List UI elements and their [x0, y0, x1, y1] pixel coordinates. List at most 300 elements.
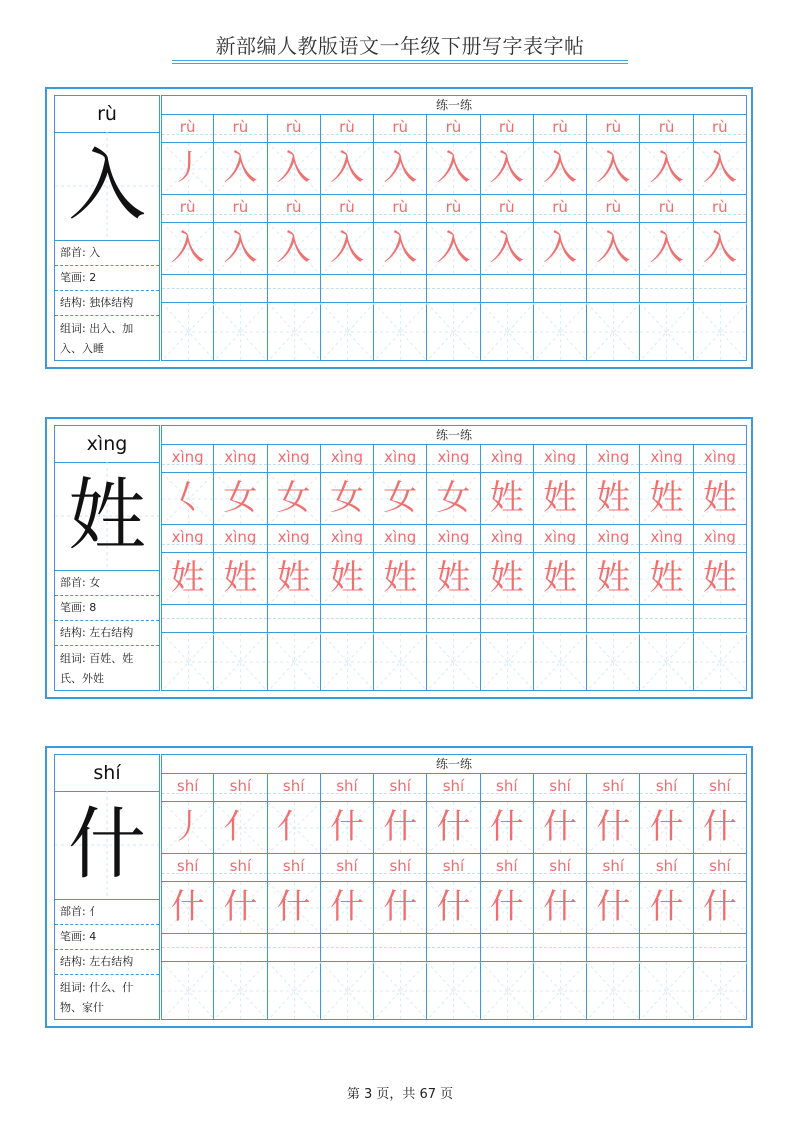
trace-char-cell	[321, 802, 374, 854]
mi-grid-guide	[214, 962, 267, 1020]
title-rule-bottom	[172, 63, 628, 64]
blank-writing-cell	[214, 962, 267, 1020]
trace-character: 女	[276, 478, 311, 518]
blank-writing-cell	[321, 633, 374, 691]
trace-char-cell	[268, 802, 321, 854]
pinyin-cell: xìng	[321, 525, 374, 553]
blank-writing-cell	[214, 633, 267, 691]
pinyin-cell: rù	[374, 115, 427, 143]
pinyin-cell: xìng	[587, 445, 640, 473]
pinyin-guide-line	[214, 464, 266, 465]
blank-writing-cell	[268, 633, 321, 691]
trace-char-cell	[321, 223, 374, 275]
pinyin-guide-line	[587, 214, 639, 215]
pinyin-guide-line	[321, 214, 373, 215]
trace-char-cell	[427, 473, 480, 525]
trace-character: 入	[702, 148, 737, 188]
blank-pinyin-cell	[427, 934, 480, 962]
blank-pinyin-cell	[694, 934, 747, 962]
trace-character: 丿	[170, 148, 205, 188]
pinyin-cell: shí	[587, 774, 640, 802]
pinyin-guide-line	[374, 214, 426, 215]
trace-char-cell	[268, 473, 321, 525]
radical-label: 部首: 女	[55, 571, 159, 596]
pinyin-guide-line	[321, 464, 373, 465]
trace-char-cell	[268, 223, 321, 275]
trace-char-cell	[427, 223, 480, 275]
blank-writing-cell	[321, 962, 374, 1020]
pinyin-cell: shí	[321, 774, 374, 802]
trace-character: 姓	[649, 558, 684, 598]
pinyin-guide-line	[694, 288, 746, 289]
trace-char-cell	[321, 882, 374, 934]
pinyin-cell: xìng	[427, 445, 480, 473]
pinyin-guide-line	[214, 793, 266, 794]
mi-grid-guide	[534, 962, 587, 1020]
trace-char-cell	[534, 882, 587, 934]
pinyin-guide-line	[640, 793, 692, 794]
trace-character: 入	[383, 228, 418, 268]
blank-pinyin-cell	[640, 275, 693, 303]
pinyin-cell: rù	[374, 195, 427, 223]
blank-writing-cell	[481, 962, 534, 1020]
words-label: 组词: 百姓、姓氏、外姓	[60, 652, 134, 685]
page-footer: 第 3 页，共 67 页	[346, 1087, 454, 1102]
mi-grid-guide	[587, 633, 640, 691]
trace-char-cell	[481, 223, 534, 275]
trace-character: 姓	[543, 558, 578, 598]
trace-char-cell	[481, 553, 534, 605]
trace-char-cell	[161, 223, 214, 275]
trace-char-cell	[534, 473, 587, 525]
trace-character: 姓	[702, 558, 737, 598]
pinyin-cell: shí	[374, 854, 427, 882]
blank-writing-cell	[694, 962, 747, 1020]
radical-label: 部首: 入	[55, 241, 159, 266]
words-label: 组词: 出入、加入、入睡	[60, 322, 134, 355]
trace-char-cell	[214, 143, 267, 195]
pinyin-guide-line	[268, 793, 320, 794]
blank-pinyin-cell	[694, 275, 747, 303]
pinyin-guide-line	[694, 793, 746, 794]
blank-pinyin-cell	[481, 605, 534, 633]
char-info-panel	[54, 95, 160, 361]
words-label: 组词: 什么、什物、家什	[60, 981, 134, 1014]
pinyin-cell: rù	[534, 195, 587, 223]
trace-char-cell	[587, 473, 640, 525]
pinyin-guide-line	[162, 464, 213, 465]
trace-char-cell	[587, 882, 640, 934]
blank-pinyin-cell	[374, 605, 427, 633]
trace-char-cell	[587, 223, 640, 275]
pinyin-cell: rù	[694, 195, 747, 223]
structure-label: 结构: 独体结构	[55, 291, 159, 316]
pinyin-guide-line	[374, 873, 426, 874]
pinyin-guide-line	[214, 214, 266, 215]
pinyin-cell: rù	[427, 115, 480, 143]
pinyin-guide-line	[427, 793, 479, 794]
trace-char-cell	[534, 143, 587, 195]
trace-char-cell	[427, 802, 480, 854]
pinyin-guide-line	[534, 288, 586, 289]
pinyin-cell: rù	[640, 195, 693, 223]
trace-char-cell	[321, 143, 374, 195]
mi-grid-guide	[268, 303, 321, 361]
pinyin-cell: xìng	[214, 525, 267, 553]
pinyin-cell: shí	[268, 774, 321, 802]
trace-character: 什	[543, 887, 578, 927]
trace-character: 入	[276, 228, 311, 268]
pinyin-guide-line	[321, 134, 373, 135]
pinyin-guide-line	[321, 288, 373, 289]
pinyin-guide-line	[374, 793, 426, 794]
pinyin-cell: xìng	[534, 525, 587, 553]
blank-pinyin-cell	[214, 275, 267, 303]
blank-pinyin-cell	[268, 605, 321, 633]
trace-character: 姓	[489, 478, 524, 518]
trace-character: 入	[702, 228, 737, 268]
pinyin-cell: xìng	[161, 525, 214, 553]
pinyin-guide-line	[268, 544, 320, 545]
pinyin-cell: xìng	[214, 445, 267, 473]
blank-writing-cell	[321, 303, 374, 361]
pinyin-guide-line	[268, 464, 320, 465]
blank-writing-cell	[481, 633, 534, 691]
grid-bottom-rule	[161, 690, 747, 691]
blank-pinyin-cell	[374, 275, 427, 303]
char-card	[45, 87, 753, 369]
trace-character: 什	[276, 887, 311, 927]
blank-writing-cell	[268, 962, 321, 1020]
trace-char-cell	[268, 882, 321, 934]
trace-char-cell	[374, 882, 427, 934]
mi-grid-guide	[162, 962, 215, 1020]
pinyin-cell: rù	[214, 195, 267, 223]
blank-writing-cell	[427, 303, 480, 361]
pinyin-guide-line	[694, 214, 746, 215]
trace-character: 女	[436, 478, 471, 518]
trace-character: 姓	[596, 478, 631, 518]
trace-character: 姓	[276, 558, 311, 598]
pinyin-guide-line	[587, 873, 639, 874]
pinyin-guide-line	[214, 544, 266, 545]
blank-pinyin-cell	[427, 275, 480, 303]
trace-character: 入	[436, 228, 471, 268]
pinyin-cell: shí	[427, 774, 480, 802]
pinyin-guide-line	[427, 134, 479, 135]
pinyin-cell: shí	[534, 854, 587, 882]
trace-char-cell	[640, 223, 693, 275]
char-pinyin: rù	[55, 96, 159, 133]
pinyin-guide-line	[481, 464, 533, 465]
pinyin-cell: rù	[587, 115, 640, 143]
practice-grid	[161, 425, 747, 691]
pinyin-cell: rù	[268, 115, 321, 143]
pinyin-guide-line	[640, 618, 692, 619]
pinyin-guide-line	[214, 873, 266, 874]
pinyin-guide-line	[587, 793, 639, 794]
trace-character: 入	[596, 148, 631, 188]
mi-grid-guide	[587, 303, 640, 361]
pinyin-guide-line	[427, 544, 479, 545]
mi-grid-guide	[321, 962, 374, 1020]
pinyin-guide-line	[321, 947, 373, 948]
stroke-count-label: 笔画: 2	[55, 266, 159, 291]
mi-grid-guide	[481, 962, 534, 1020]
pinyin-guide-line	[481, 793, 533, 794]
pinyin-cell: rù	[694, 115, 747, 143]
pinyin-cell: shí	[161, 854, 214, 882]
trace-character: 入	[223, 228, 258, 268]
structure-label: 结构: 左右结构	[55, 621, 159, 646]
trace-character: 什	[489, 887, 524, 927]
pinyin-cell: shí	[587, 854, 640, 882]
pinyin-guide-line	[374, 134, 426, 135]
pinyin-cell: shí	[214, 774, 267, 802]
trace-character: 女	[223, 478, 258, 518]
pinyin-guide-line	[640, 544, 692, 545]
trace-char-cell	[534, 553, 587, 605]
pinyin-cell: xìng	[161, 445, 214, 473]
pinyin-cell: xìng	[374, 525, 427, 553]
trace-character: 入	[329, 148, 364, 188]
pinyin-cell: xìng	[268, 445, 321, 473]
trace-char-cell	[694, 143, 747, 195]
trace-character: 什	[649, 807, 684, 847]
pinyin-guide-line	[374, 464, 426, 465]
trace-char-cell	[161, 553, 214, 605]
pinyin-guide-line	[268, 288, 320, 289]
blank-writing-cell	[534, 303, 587, 361]
mi-grid-guide	[481, 303, 534, 361]
pinyin-guide-line	[694, 873, 746, 874]
trace-character: 入	[489, 228, 524, 268]
trace-character: 姓	[383, 558, 418, 598]
blank-pinyin-cell	[161, 605, 214, 633]
blank-writing-cell	[587, 303, 640, 361]
trace-character: 什	[329, 807, 364, 847]
blank-pinyin-cell	[321, 275, 374, 303]
mi-grid-guide	[694, 962, 747, 1020]
pinyin-guide-line	[640, 134, 692, 135]
blank-pinyin-cell	[481, 275, 534, 303]
blank-pinyin-cell	[534, 275, 587, 303]
pinyin-cell: rù	[481, 195, 534, 223]
trace-char-cell	[640, 553, 693, 605]
pinyin-guide-line	[694, 134, 746, 135]
pinyin-guide-line	[481, 214, 533, 215]
trace-char-cell	[374, 223, 427, 275]
mi-grid-guide	[694, 633, 747, 691]
trace-character: 入	[489, 148, 524, 188]
trace-character: 姓	[223, 558, 258, 598]
title-rule-top	[172, 60, 628, 61]
pinyin-cell: shí	[321, 854, 374, 882]
pinyin-cell: shí	[268, 854, 321, 882]
trace-character: 什	[383, 807, 418, 847]
pinyin-cell: shí	[214, 854, 267, 882]
blank-writing-cell	[427, 962, 480, 1020]
radical-label: 部首: 亻	[55, 900, 159, 925]
pinyin-cell: xìng	[694, 445, 747, 473]
pinyin-guide-line	[481, 544, 533, 545]
practice-label: 练一练	[161, 754, 747, 774]
blank-pinyin-cell	[481, 934, 534, 962]
trace-char-cell	[640, 882, 693, 934]
pinyin-cell: xìng	[534, 445, 587, 473]
pinyin-guide-line	[162, 793, 213, 794]
pinyin-guide-line	[321, 793, 373, 794]
model-character: 什	[67, 800, 146, 890]
pinyin-cell: rù	[161, 195, 214, 223]
blank-pinyin-cell	[587, 934, 640, 962]
blank-pinyin-cell	[534, 934, 587, 962]
trace-char-cell	[640, 473, 693, 525]
blank-pinyin-cell	[427, 605, 480, 633]
pinyin-guide-line	[374, 618, 426, 619]
trace-character: 𡿨	[170, 478, 205, 518]
pinyin-guide-line	[694, 947, 746, 948]
blank-writing-cell	[161, 303, 214, 361]
mi-grid-guide	[162, 633, 215, 691]
pinyin-guide-line	[162, 288, 213, 289]
trace-character: 姓	[489, 558, 524, 598]
pinyin-cell: shí	[427, 854, 480, 882]
pinyin-guide-line	[640, 873, 692, 874]
trace-character: 姓	[170, 558, 205, 598]
trace-character: 什	[596, 887, 631, 927]
trace-char-cell	[374, 143, 427, 195]
trace-character: 亻	[223, 807, 258, 847]
mi-grid-guide	[214, 303, 267, 361]
pinyin-guide-line	[587, 618, 639, 619]
trace-character: 什	[436, 887, 471, 927]
grid-bottom-rule	[161, 360, 747, 361]
pinyin-guide-line	[534, 214, 586, 215]
blank-writing-cell	[694, 303, 747, 361]
pinyin-guide-line	[587, 288, 639, 289]
blank-pinyin-cell	[161, 934, 214, 962]
trace-character: 姓	[329, 558, 364, 598]
pinyin-guide-line	[694, 618, 746, 619]
pinyin-cell: shí	[694, 854, 747, 882]
pinyin-guide-line	[321, 873, 373, 874]
pinyin-cell: rù	[640, 115, 693, 143]
pinyin-guide-line	[587, 464, 639, 465]
blank-pinyin-cell	[268, 934, 321, 962]
blank-writing-cell	[534, 962, 587, 1020]
mi-grid-guide	[214, 633, 267, 691]
trace-char-cell	[694, 882, 747, 934]
trace-character: 什	[223, 887, 258, 927]
pinyin-cell: xìng	[587, 525, 640, 553]
trace-character: 入	[649, 228, 684, 268]
blank-pinyin-cell	[534, 605, 587, 633]
mi-grid-guide	[640, 303, 693, 361]
mi-grid-guide	[534, 633, 587, 691]
trace-char-cell	[268, 143, 321, 195]
trace-char-cell	[214, 882, 267, 934]
pinyin-guide-line	[534, 873, 586, 874]
trace-char-cell	[534, 223, 587, 275]
pinyin-cell: xìng	[694, 525, 747, 553]
pinyin-guide-line	[427, 947, 479, 948]
trace-char-cell	[214, 473, 267, 525]
mi-grid-guide	[374, 962, 427, 1020]
mi-grid-guide	[640, 633, 693, 691]
trace-character: 女	[329, 478, 364, 518]
trace-character: 入	[276, 148, 311, 188]
trace-character: 姓	[436, 558, 471, 598]
char-card	[45, 746, 753, 1028]
pinyin-guide-line	[374, 947, 426, 948]
pinyin-cell: xìng	[481, 525, 534, 553]
pinyin-cell: rù	[321, 115, 374, 143]
trace-character: 姓	[543, 478, 578, 518]
pinyin-guide-line	[162, 214, 213, 215]
model-character: 姓	[67, 471, 146, 561]
pinyin-guide-line	[427, 873, 479, 874]
blank-writing-cell	[161, 633, 214, 691]
blank-pinyin-cell	[587, 605, 640, 633]
pinyin-cell: rù	[321, 195, 374, 223]
pinyin-guide-line	[694, 464, 746, 465]
pinyin-guide-line	[640, 288, 692, 289]
pinyin-guide-line	[534, 464, 586, 465]
pinyin-guide-line	[427, 214, 479, 215]
trace-character: 姓	[702, 478, 737, 518]
trace-character: 女	[383, 478, 418, 518]
blank-writing-cell	[481, 303, 534, 361]
page-title: 新部编人教版语文一年级下册写字表字帖	[215, 34, 585, 58]
pinyin-guide-line	[374, 544, 426, 545]
trace-char-cell	[694, 553, 747, 605]
blank-writing-cell	[214, 303, 267, 361]
pinyin-guide-line	[534, 544, 586, 545]
pinyin-guide-line	[534, 947, 586, 948]
mi-grid-guide	[374, 303, 427, 361]
pinyin-cell: xìng	[268, 525, 321, 553]
pinyin-cell: shí	[481, 854, 534, 882]
trace-char-cell	[427, 882, 480, 934]
pinyin-cell: xìng	[640, 525, 693, 553]
trace-char-cell	[534, 802, 587, 854]
mi-grid-guide	[694, 303, 747, 361]
pinyin-guide-line	[427, 288, 479, 289]
trace-char-cell	[587, 143, 640, 195]
char-info-panel	[54, 425, 160, 691]
pinyin-guide-line	[694, 544, 746, 545]
pinyin-cell: xìng	[481, 445, 534, 473]
char-model-box	[55, 132, 159, 241]
blank-pinyin-cell	[321, 934, 374, 962]
trace-char-cell	[161, 143, 214, 195]
blank-writing-cell	[268, 303, 321, 361]
trace-char-cell	[214, 223, 267, 275]
char-info-panel	[54, 754, 160, 1020]
pinyin-guide-line	[268, 947, 320, 948]
stroke-count-label: 笔画: 4	[55, 925, 159, 950]
pinyin-guide-line	[268, 873, 320, 874]
mi-grid-guide	[427, 303, 480, 361]
trace-character: 入	[436, 148, 471, 188]
pinyin-guide-line	[534, 134, 586, 135]
pinyin-guide-line	[427, 464, 479, 465]
pinyin-cell: shí	[374, 774, 427, 802]
pinyin-cell: shí	[694, 774, 747, 802]
trace-char-cell	[694, 473, 747, 525]
pinyin-cell: rù	[587, 195, 640, 223]
